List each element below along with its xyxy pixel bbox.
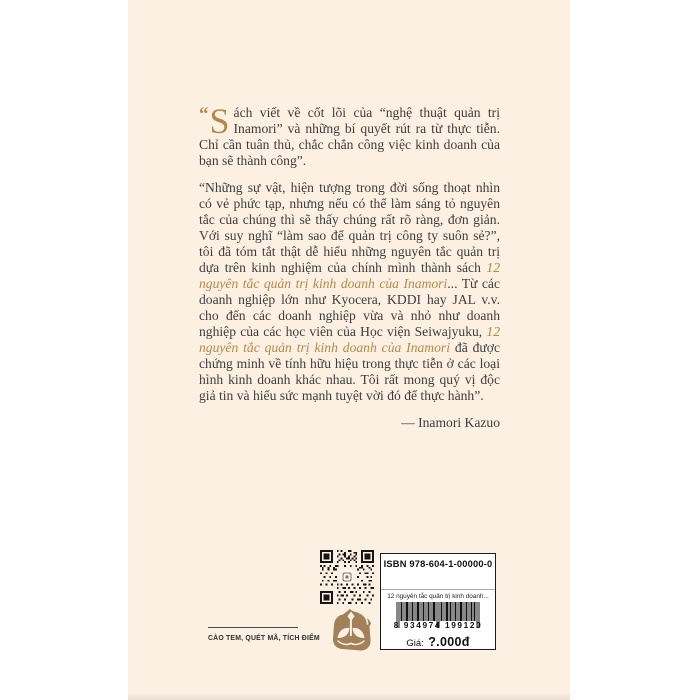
price-row (406, 633, 469, 651)
book-title-mention: 12 nguyên tắc quản trị kinh doanh của Inamori (199, 260, 500, 291)
isbn-price-box (380, 553, 496, 650)
back-cover-quote-block (199, 101, 501, 431)
price-label: Giá: (406, 638, 424, 649)
publisher-logo-icon (326, 607, 376, 654)
price-value: ?.000đ (428, 635, 470, 649)
loyalty-note (208, 627, 320, 642)
loyalty-note-text: CÀO TEM, QUÉT MÃ, TÍCH ĐIỂM (208, 635, 320, 642)
quote-paragraph-1-text: ách viết về cốt lõi của “nghệ thuật quản trị Inamori” và những bí quyết rút ra từ thực tiễn. Chỉ cần tuân thủ, chắc chắn công việc kinh doanh của bạn sẽ thành công”. (199, 105, 500, 168)
quote-paragraph-1 (199, 101, 500, 169)
ean-barcode-icon (388, 602, 488, 630)
qr-code-icon (320, 550, 374, 604)
divider-line (381, 589, 495, 590)
opening-quote-mark: “ (199, 104, 209, 125)
barcode-book-title: 12 nguyên tắc quản trị kinh doanh... (387, 593, 489, 600)
quote-paragraph-2-segment: “Những sự vật, hiện tượng trong đời sống thoạt nhìn có vẻ phức tạp, nhưng nếu có thể làm sáng tỏ nguyên tắc của chúng thì sẽ thấy chúng rất rõ ràng, đơn giản. Với suy nghĩ “làm sao để quản trị công ty suôn sẻ?”, tôi đã tóm tắt thật dễ hiểu những nguyên tắc quản trị dựa trên kinh nghiệm của chính mình thành sách (199, 180, 500, 275)
author-attribution: — Inamori Kazuo (401, 415, 500, 430)
isbn-number: ISBN 978-604-1-00000-0 (383, 559, 493, 569)
barcode-digits: 8 934974 199120 (393, 620, 483, 630)
divider-line (208, 627, 298, 628)
quote-paragraph-2 (199, 180, 500, 404)
quote-paragraph-2-segment: đã được chứng minh về tính hữu hiệu trong thực tiễn ở các loại hình kinh doanh khác nhau. Tôi rất mong quý vị độc giả tin và hiểu sức mạnh tuyệt vời đó để thực hành”. (199, 340, 501, 403)
book-title-mention: 12 nguyên tắc quản trị kinh doanh của Inamori (199, 324, 500, 355)
quote-paragraph-2-segment: ... Từ các doanh nghiệp lớn như Kyocera, KDDI hay JAL v.v. cho đến các doanh nghiệp vừa và nhỏ như doanh nghiệp của các học viên của Học viện Seiwajyuku, (199, 276, 500, 339)
book-back-cover (128, 0, 570, 700)
dropcap-letter: S (209, 101, 230, 141)
cover-bottom-shadow (128, 693, 570, 700)
